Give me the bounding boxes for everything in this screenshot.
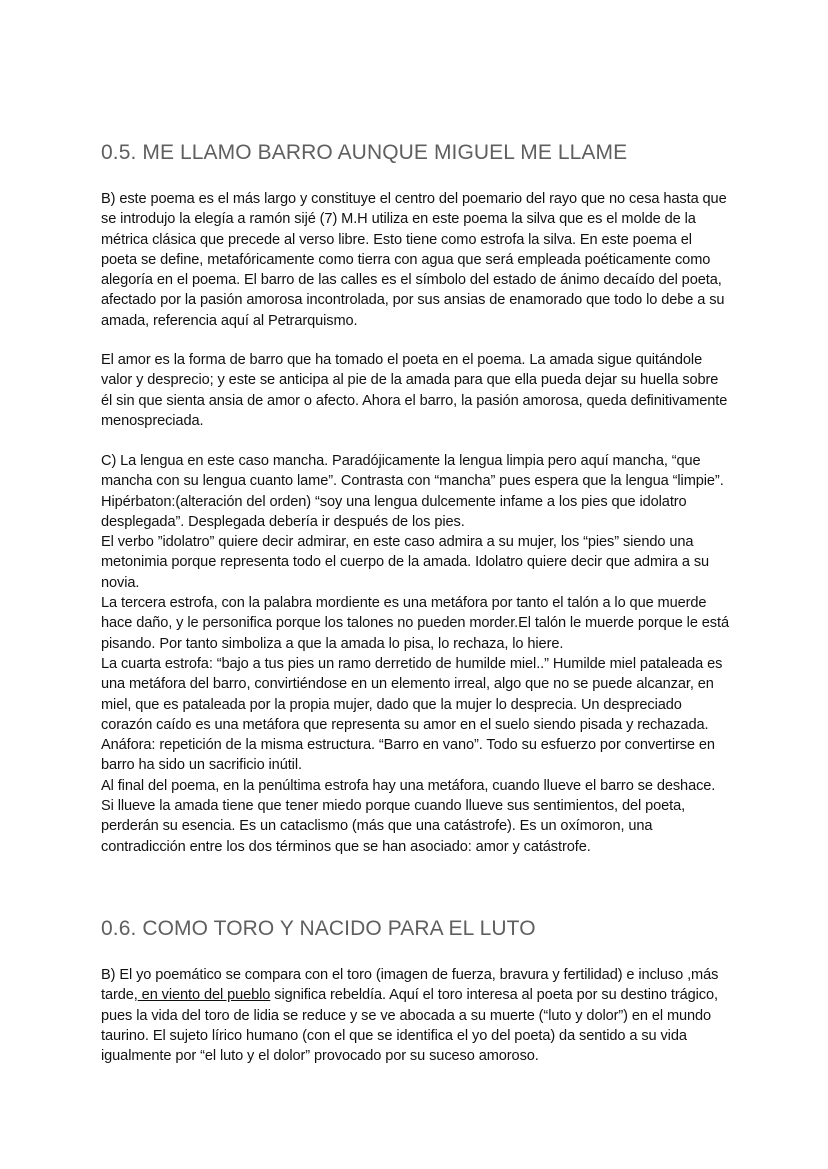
paragraph-hiperbaton: Hipérbaton:(alteración del orden) “soy una lengua dulcemente infame a los pies que idolatro desplegada”. Desplegada debería ir después de los pies. (101, 493, 687, 530)
paragraph-c-lengua: C) La lengua en este caso mancha. Paradójicamente la lengua limpia pero aquí mancha, “que mancha con su lengua cuanto lame”. Contrasta con “mancha” pues espera que la lengua “limpie”. (101, 453, 724, 490)
paragraph-final-poema: Al final del poema, en la penúltima estrofa hay una metáfora, cuando llueve el barro se deshace. Si llueve la amada tiene que tener miedo porque cuando llueve sus sentimientos, del poeta, perderán su esencia. Es un cataclismo (más que una catástrofe). Es un oxímoron, una contradicción entre los dos términos que se han asociado: amor y catástrofe. (101, 777, 716, 855)
underlined-viento-del-pueblo: en viento del pueblo (137, 987, 271, 1004)
paragraph-b-toro-end: significa rebeldía. Aquí el toro interesa al poeta por su destino trágico, pues la vida del toro de lidia se reduce y se ve abocada a su muerte (“luto y dolor”) en el mundo taurino. El sujeto lírico humano (con el que se identifica el yo del poeta) da sentido a su vida igualmente por “el luto y el dolor” provocado por su suceso amoroso. (101, 987, 718, 1065)
section-heading-me-llamo-barro: 0.5. ME LLAMO BARRO AUNQUE MIGUEL ME LLAME (101, 141, 628, 164)
paragraph-b-toro (101, 965, 729, 1066)
paragraph-b-toro-start: B) El yo poemático se compara con el toro (imagen de fuerza, bravura y fertilidad) e incluso ,más tarde, (101, 967, 719, 1004)
paragraph-c-group (101, 451, 729, 857)
paragraph-cuarta-estrofa: La cuarta estrofa: “bajo a tus pies un ramo derretido de humilde miel..” Humilde miel pataleada es una metáfora del barro, convirtiéndose en un elemento irreal, algo que no se puede alcanzar, en miel, que es pataleada por la propia mujer, dado que la mujer lo desprecia. Un despreciado corazón caído es una metáfora que representa su amor en el suelo siendo pisada y rechazada. (101, 655, 723, 733)
paragraph-b-barro: B) este poema es el más largo y constituye el centro del poemario del rayo que no cesa hasta que se introdujo la elegía a ramón sijé (7) M.H utiliza en este poema la silva que es el molde de la métrica clásica que precede al verso libre. Esto tiene como estrofa la silva. En este poema el poeta se define, metafóricamente como tierra con agua que será empleada poéticamente como alegoría en el poema. El barro de las calles es el símbolo del estado de ánimo decaído del poeta, afectado por la pasión amorosa incontrolada, por sus ansias de enamorado que todo lo debe a su amada, referencia aquí al Petrarquismo. (101, 191, 727, 329)
section-heading-como-toro: 0.6. COMO TORO Y NACIDO PARA EL LUTO (101, 917, 536, 940)
paragraph-amor: El amor es la forma de barro que ha tomado el poeta en el poema. La amada sigue quitándole valor y desprecio; y este se anticipa al pie de la amada para que ella pueda dejar su huella sobre él sin que sienta ansia de amor o afecto. Ahora el barro, la pasión amorosa, queda definitivamente menospreciada. (101, 352, 728, 429)
paragraph-tercera-estrofa: La tercera estrofa, con la palabra mordiente es una metáfora por tanto el talón a lo que muerde hace daño, y le personifica porque los talones no pueden morder.El talón le muerde porque le está pisando. Por tanto simboliza a que la amada lo pisa, lo rechaza, lo hiere. (101, 595, 729, 652)
paragraph-anafora: Anáfora: repetición de la misma estructura. “Barro en vano”. Todo su esfuerzo por convertirse en barro ha sido un sacrificio inútil. (101, 737, 715, 774)
paragraph-idolatro: El verbo ”idolatro” quiere decir admirar, en este caso admira a su mujer, los “pies” siendo una metonimia porque representa todo el cuerpo de la amada. Idolatro quiere decir que admira a su novia. (101, 534, 710, 591)
